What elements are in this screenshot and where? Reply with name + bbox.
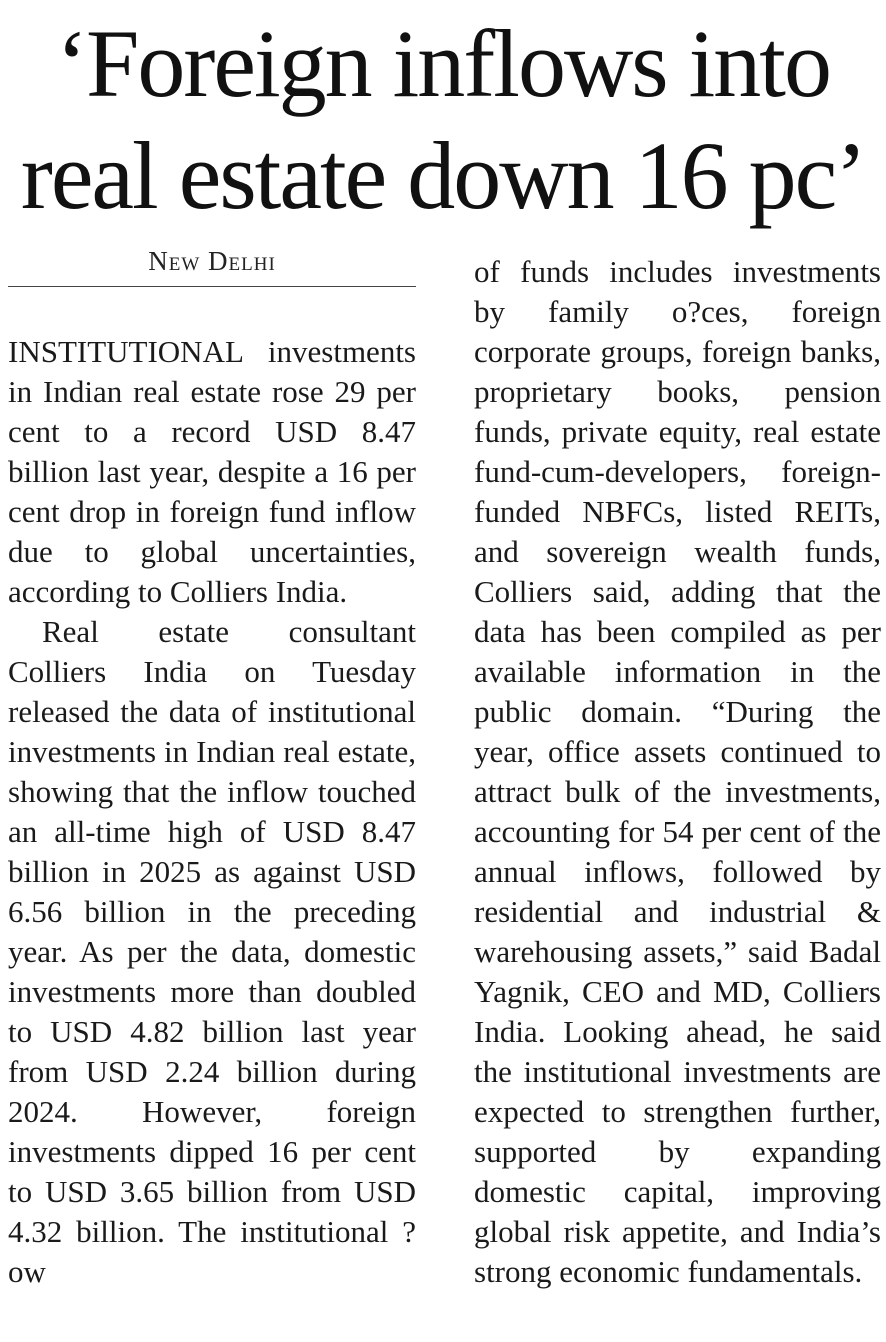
headline-line-2: real estate down 16 pc’	[20, 122, 866, 229]
article-column-left	[8, 332, 416, 1292]
article-column-right	[474, 252, 881, 1292]
headline-line-1: ‘Foreign inflows into	[56, 10, 830, 117]
body-paragraph: Real estate consultant Colliers India on Tuesday released the data of institutional investments in Indian real estate, showing that the inflow touched an all-time high of USD 8.47 billion in 2025 as against USD 6.56 billion in the preceding year. As per the data, domestic investments more than doubled to USD 4.82 billion last year from USD 2.24 billion during 2024. However, foreign investments dipped 16 per cent to USD 3.65 billion from USD 4.32 billion. The institutional ?ow	[8, 614, 416, 1289]
dateline: New Delhi	[8, 238, 416, 287]
body-paragraph-continued: of funds includes investments by family o?ces, foreign corporate groups, foreign banks, proprietary books, pension funds, private equity, real estate fund-cum-developers, foreign-funded NBFCs, listed REITs, and sovereign wealth funds, Colliers said, adding that the data has been compiled as per available information in the public domain. “During the year, office assets continued to attract bulk of the investments, accounting for 54 per cent of the annual inflows, followed by residential and industrial & warehousing assets,” said Badal Yagnik, CEO and MD, Colliers India. Looking ahead, he said the institutional investments are expected to strengthen further, supported by expanding domestic capital, improving global risk appetite, and India’s strong economic fundamentals.	[474, 254, 881, 1289]
lead-paragraph: INSTITUTIONAL investments in Indian real estate rose 29 per cent to a record USD 8.47 billion last year, despite a 16 per cent drop in foreign fund inflow due to global uncertainties, according to Colliers India.	[8, 334, 416, 609]
headline	[0, 8, 886, 232]
